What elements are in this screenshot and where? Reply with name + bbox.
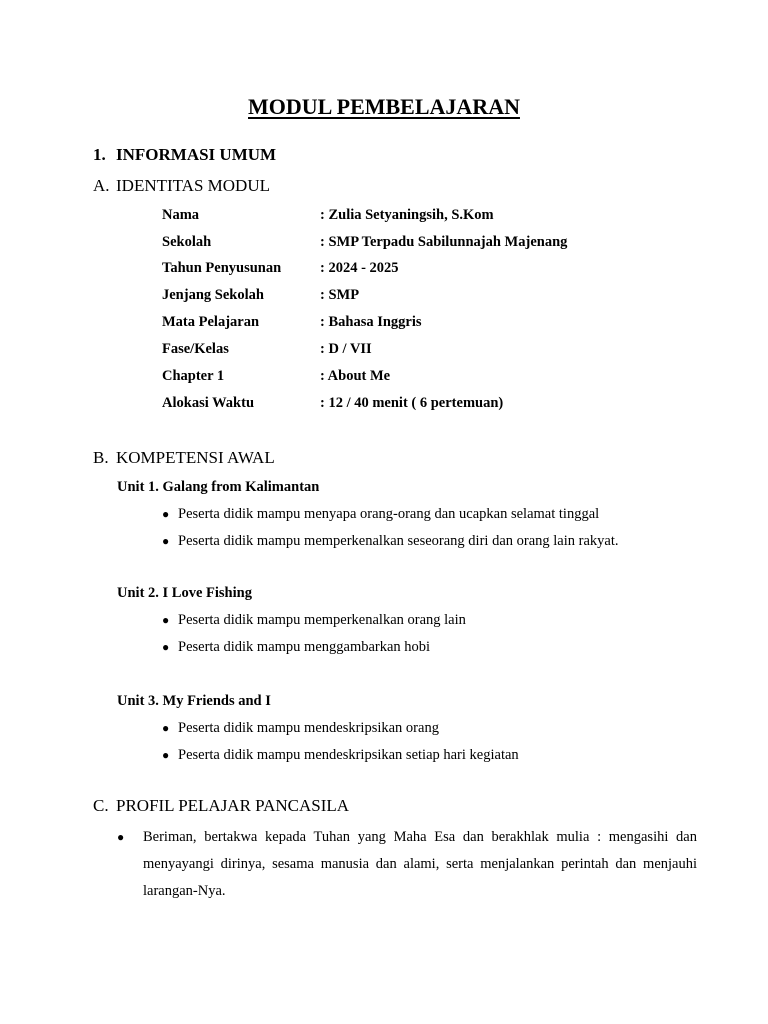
list-item <box>162 639 430 656</box>
section-letter: C. <box>93 796 109 815</box>
identity-label: Jenjang Sekolah <box>162 287 264 303</box>
section-profil-pelajar <box>93 796 349 816</box>
identity-value: : SMP Terpadu Sabilunnajah Majenang <box>320 234 568 250</box>
identity-row-mapel <box>162 314 422 331</box>
bullet-icon: ● <box>162 721 170 735</box>
bullet-icon: ● <box>162 748 170 762</box>
document-title: MODUL PEMBELAJARAN <box>248 94 520 119</box>
section-letter: A. <box>93 176 110 195</box>
identity-row-nama <box>162 207 494 224</box>
bullet-icon: ● <box>117 830 125 844</box>
identity-row-alokasi <box>162 395 503 412</box>
identity-row-sekolah <box>162 234 567 251</box>
identity-value: : D / VII <box>320 341 372 357</box>
list-item <box>162 612 466 629</box>
identity-row-tahun <box>162 260 399 277</box>
identity-value: : 12 / 40 menit ( 6 pertemuan) <box>320 395 504 411</box>
identity-label: Sekolah <box>162 234 212 250</box>
list-item-text: Peserta didik mampu menggambarkan hobi <box>178 639 431 655</box>
unit-title: Unit 1. Galang from Kalimantan <box>117 479 320 495</box>
section-label: IDENTITAS MODUL <box>116 176 270 195</box>
identity-row-chapter <box>162 368 390 385</box>
bullet-icon: ● <box>162 507 170 521</box>
list-item <box>117 824 697 905</box>
section-letter: B. <box>93 448 109 467</box>
identity-value: : Zulia Setyaningsih, S.Kom <box>320 207 494 223</box>
identity-label: Alokasi Waktu <box>162 395 255 411</box>
identity-value: : About Me <box>320 368 391 384</box>
identity-row-jenjang <box>162 287 359 304</box>
section-informasi-umum <box>93 145 276 165</box>
section-kompetensi-awal <box>93 448 275 468</box>
identity-label: Tahun Penyusunan <box>162 260 282 276</box>
identity-value: : Bahasa Inggris <box>320 314 422 330</box>
list-item-text: Peserta didik mampu menyapa orang-orang dan ucapkan selamat tinggal <box>178 506 600 522</box>
identity-value: : 2024 - 2025 <box>320 260 399 276</box>
identity-value: : SMP <box>320 287 360 303</box>
section-label: INFORMASI UMUM <box>116 145 277 164</box>
identity-label: Nama <box>162 207 200 223</box>
identity-label: Mata Pelajaran <box>162 314 260 330</box>
list-item <box>162 533 619 550</box>
bullet-icon: ● <box>162 534 170 548</box>
section-label: KOMPETENSI AWAL <box>116 448 275 467</box>
list-item-text: Peserta didik mampu memperkenalkan seseorang diri dan orang lain rakyat. <box>178 533 619 549</box>
unit-title: Unit 3. My Friends and I <box>117 693 271 709</box>
list-item <box>162 506 599 523</box>
section-label: PROFIL PELAJAR PANCASILA <box>116 796 350 815</box>
unit-title: Unit 2. I Love Fishing <box>117 585 252 601</box>
section-identitas-modul <box>93 176 270 196</box>
identity-row-fase <box>162 341 372 358</box>
section-number: 1. <box>93 145 106 164</box>
identity-label: Fase/Kelas <box>162 341 229 357</box>
bullet-icon: ● <box>162 640 170 654</box>
bullet-icon: ● <box>162 613 170 627</box>
list-item-text: Beriman, bertakwa kepada Tuhan yang Maha Esa dan berakhlak mulia : mengasihi dan menyayangi dirinya, sesama manusia dan alami, serta menjalankan perintah dan menjauhi larangan-Nya. <box>143 829 697 899</box>
list-item <box>162 747 519 764</box>
list-item <box>162 720 439 737</box>
list-item-text: Peserta didik mampu memperkenalkan orang lain <box>178 612 466 628</box>
list-item-text: Peserta didik mampu mendeskripsikan orang <box>178 720 439 736</box>
identity-label: Chapter 1 <box>162 368 225 384</box>
list-item-text: Peserta didik mampu mendeskripsikan setiap hari kegiatan <box>178 747 519 763</box>
